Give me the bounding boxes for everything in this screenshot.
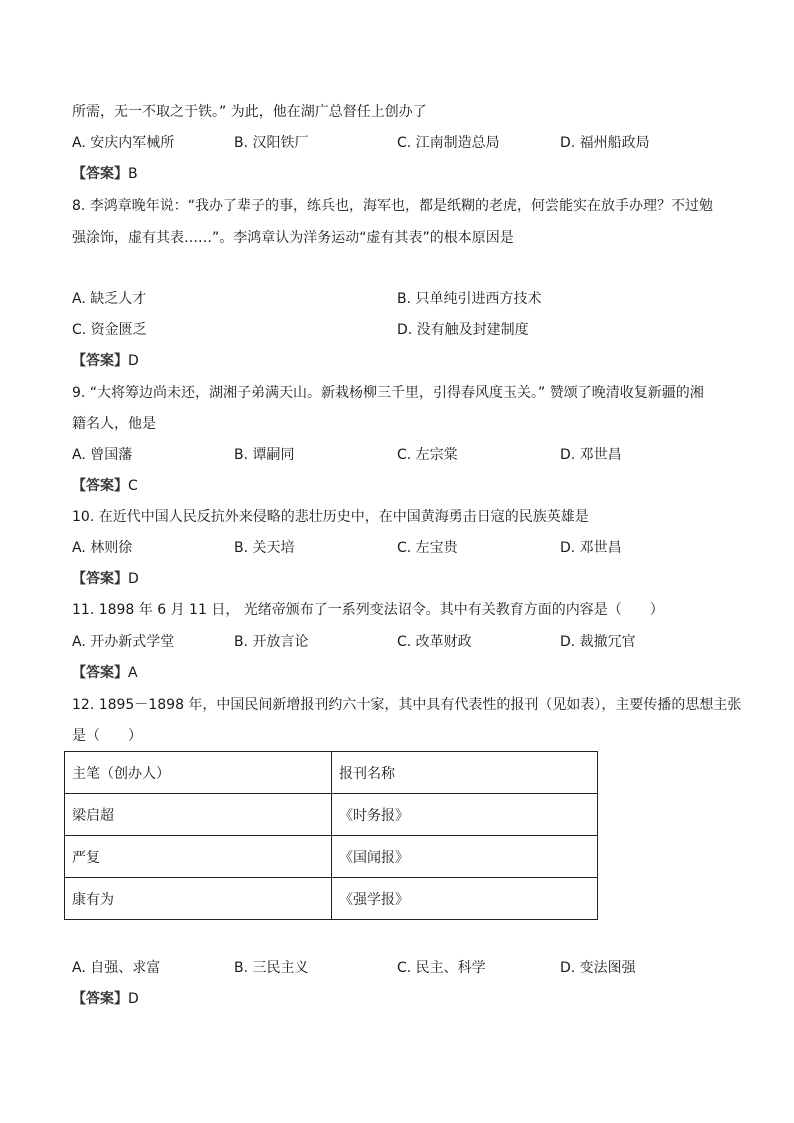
answer-label: 【答案】 [72,571,128,587]
q9-option-b: B. 谭嗣同 [234,447,295,463]
q12-option-a: A. 自强、求富 [72,960,161,976]
table-cell: 严复 [65,836,332,878]
table-cell: 《时务报》 [332,794,598,836]
table-cell: 《强学报》 [332,878,598,920]
answer-label: 【答案】 [72,665,128,681]
table-row [65,836,598,878]
table-header-name: 报刊名称 [332,752,598,794]
q10-option-c: C. 左宝贵 [397,540,458,556]
answer-label: 【答案】 [72,991,128,1007]
q7-option-c: C. 江南制造总局 [397,135,500,151]
q11-option-d: D. 裁撤冗官 [560,634,636,650]
q7-option-d: D. 福州船政局 [560,135,650,151]
q8-answer [72,351,139,371]
q8-option-a: A. 缺乏人才 [72,291,147,307]
q9-stem-line1: 9. “大将筹边尚未还，湖湘子弟满天山。新栽杨柳三千里，引得春风度玉关。” 赞颂了晚清收复新疆的湘 [72,385,704,401]
table-row [65,878,598,920]
q9-option-a: A. 曾国藩 [72,447,133,463]
q7-option-a: A. 安庆内军械所 [72,135,175,151]
table-header-editor: 主笔（创办人） [65,752,332,794]
q11-answer [72,663,138,683]
q12-option-d: D. 变法图强 [560,960,636,976]
q9-answer [72,476,138,496]
q8-stem-line2: 强涂饰，虚有其表……”。李鸿章认为洋务运动“虚有其表”的根本原因是 [72,230,514,246]
q8-option-c: C. 资金匮乏 [72,322,147,338]
q10-stem-line1: 10. 在近代中国人民反抗外来侵略的悲壮历史中，在中国黄海勇击日寇的民族英雄是 [72,509,589,525]
q12-stem-line1: 12. 1895－1898 年，中国民间新增报刊约六十家，其中具有代表性的报刊（见如表），主要传播的思想主张 [72,697,742,713]
q8-option-d: D. 没有触及封建制度 [397,322,529,338]
table-cell: 梁启超 [65,794,332,836]
table-row [65,794,598,836]
q9-option-d: D. 邓世昌 [560,447,622,463]
answer-value: D [128,991,139,1007]
q11-option-a: A. 开办新式学堂 [72,634,175,650]
table-cell: 《国闻报》 [332,836,598,878]
answer-value: B [128,166,138,182]
q10-answer [72,569,139,589]
answer-label: 【答案】 [72,353,128,369]
q8-option-b: B. 只单纯引进西方技术 [397,291,542,307]
q10-option-b: B. 关天培 [234,540,295,556]
answer-value: C [128,478,138,494]
q11-option-b: B. 开放言论 [234,634,309,650]
answer-value: D [128,353,139,369]
newspaper-table [64,751,598,920]
q12-answer [72,989,139,1009]
answer-label: 【答案】 [72,478,128,494]
q12-stem-line2: 是（ ） [72,728,142,744]
q7-stem-tail: 所需，无一不取之于铁。” 为此，他在湖广总督任上创办了 [72,104,427,120]
answer-label: 【答案】 [72,166,128,182]
q11-option-c: C. 改革财政 [397,634,472,650]
table-cell: 康有为 [65,878,332,920]
table-header-row [65,752,598,794]
q7-option-b: B. 汉阳铁厂 [234,135,309,151]
answer-value: A [128,665,138,681]
q8-stem-line1: 8. 李鸿章晚年说：“我办了辈子的事，练兵也，海军也，都是纸糊的老虎，何尝能实在放手办理？不过勉 [72,198,714,214]
q9-option-c: C. 左宗棠 [397,447,458,463]
q10-option-a: A. 林则徐 [72,540,133,556]
q11-stem-line1: 11. 1898 年 6 月 11 日， 光绪帝颁布了一系列变法诏令。其中有关教育方面的内容是（ ） [72,602,664,618]
q12-option-c: C. 民主、科学 [397,960,486,976]
q7-answer [72,164,138,184]
answer-value: D [128,571,139,587]
q10-option-d: D. 邓世昌 [560,540,622,556]
q12-option-b: B. 三民主义 [234,960,309,976]
q9-stem-line2: 籍名人，他是 [72,416,156,432]
